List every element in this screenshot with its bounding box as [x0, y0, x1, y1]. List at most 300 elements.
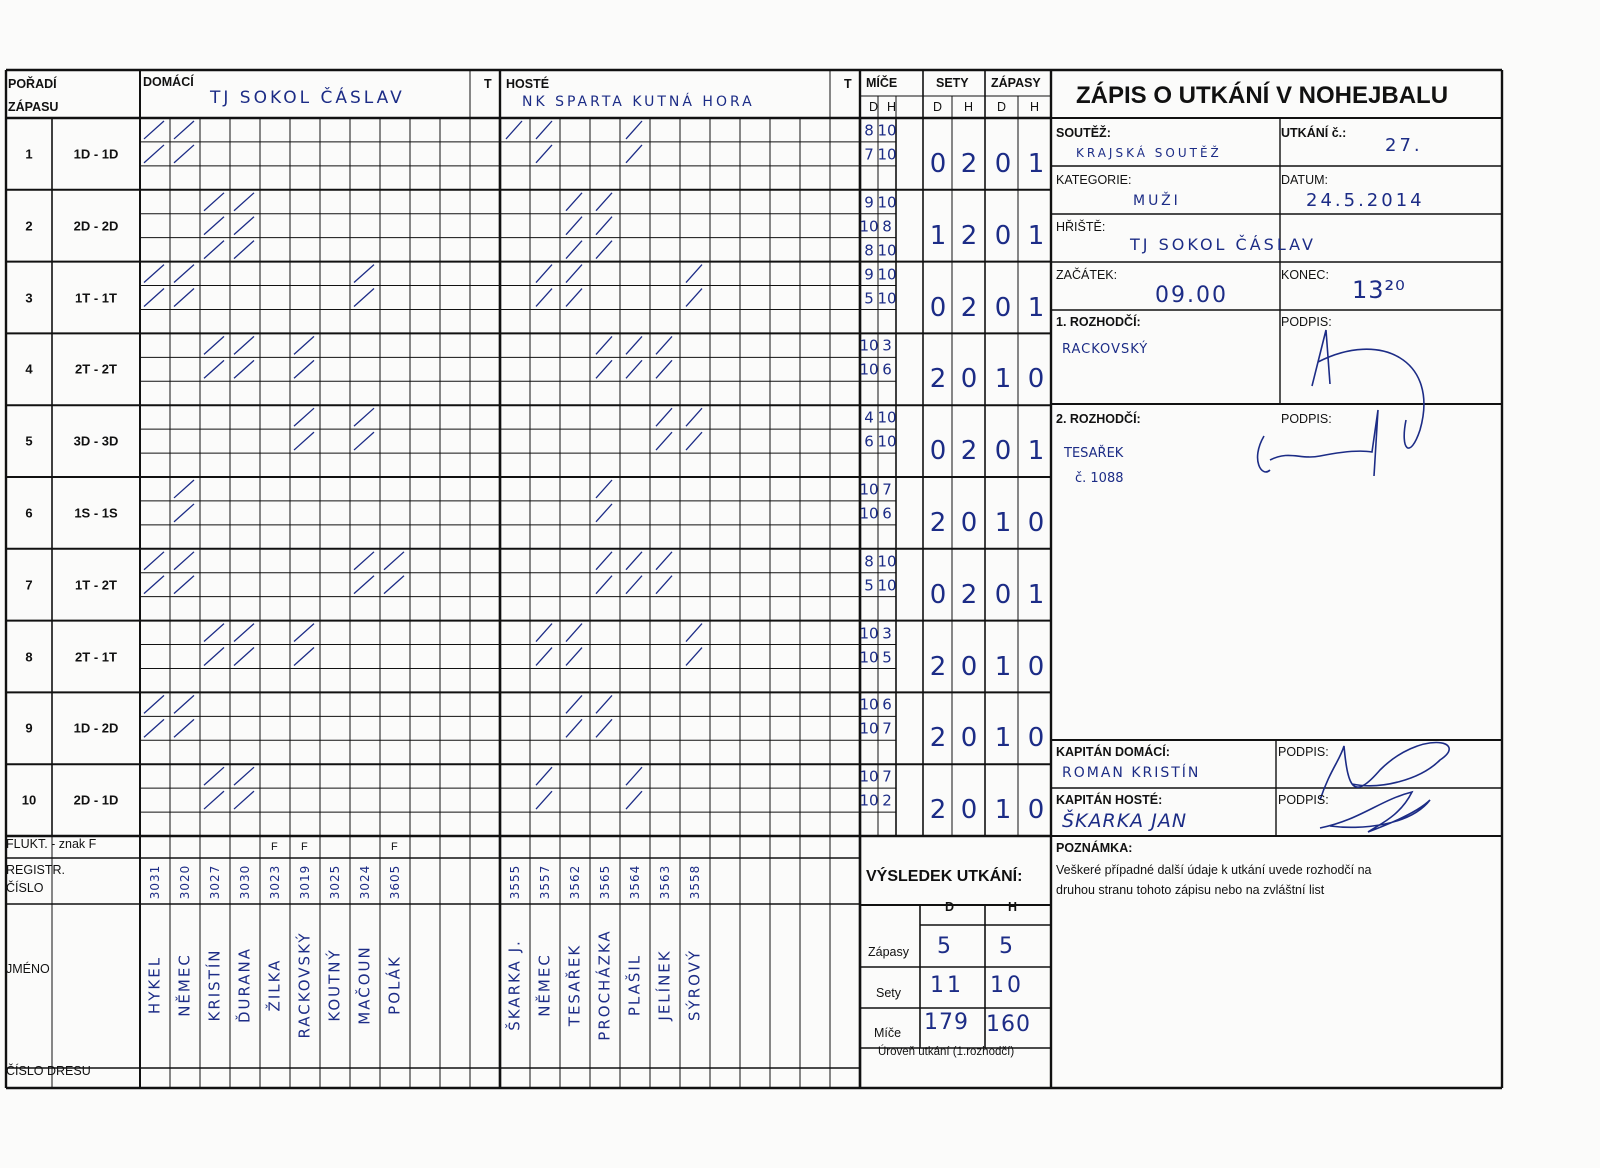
sety-home: 2: [929, 651, 947, 682]
home-player-name: HYKEL: [145, 955, 164, 1015]
zapasy-home: 0: [994, 220, 1012, 251]
away-tick-mark: [656, 408, 672, 426]
away-tick-mark: [566, 241, 582, 259]
zapasy-home: 1: [994, 795, 1012, 826]
mice-home-score: 5: [864, 576, 874, 595]
away-tick-mark: [536, 121, 552, 139]
away-tick-mark: [626, 767, 642, 785]
dh-header-d: D: [997, 100, 1007, 114]
home-tick-mark: [234, 624, 254, 642]
sety-away: 2: [960, 220, 978, 251]
away-tick-mark: [596, 193, 612, 211]
match-number: 7: [25, 577, 33, 593]
zapasy-away: 1: [1027, 220, 1045, 251]
match-number: 9: [25, 720, 33, 736]
home-tick-mark: [234, 336, 254, 354]
vysledek-mice-label: Míče: [874, 1026, 902, 1040]
sety-away: 2: [960, 148, 978, 179]
sety-away: 2: [960, 292, 978, 323]
uroven-label: Úroveň utkání (1.rozhodčí): [878, 1046, 1015, 1058]
away-player-reg: 3558: [688, 864, 702, 900]
away-tick-mark: [536, 265, 552, 283]
home-player-reg: 3030: [238, 864, 252, 900]
sety-home: 0: [929, 436, 947, 467]
home-tick-mark: [204, 360, 224, 378]
away-tick-mark: [566, 719, 582, 737]
jmeno-label: JMÉNO: [6, 962, 50, 976]
home-tick-mark: [144, 265, 164, 283]
mice-away-score: 10: [877, 289, 897, 307]
mice-home-score: 4: [864, 408, 874, 427]
match-number: 10: [21, 792, 37, 808]
home-player-name: ŽILKA: [265, 958, 284, 1012]
away-tick-mark: [566, 648, 582, 666]
home-captain-signature: [1320, 743, 1449, 801]
mice-away-score: 10: [877, 241, 897, 260]
mice-home-score: 10: [859, 504, 879, 523]
hoste-label: HOSTÉ: [506, 77, 550, 91]
sety-away: 0: [960, 507, 978, 538]
domaci-label: DOMÁCÍ: [143, 75, 194, 89]
away-player-reg: 3564: [628, 864, 642, 900]
match-pairing: 1S - 1S: [74, 505, 118, 521]
away-tick-mark: [656, 552, 672, 570]
away-tick-mark: [596, 552, 612, 570]
zapasy-away: 1: [1027, 436, 1045, 467]
kapitan-domaci-value: ROMAN KRISTÍN: [1062, 765, 1201, 781]
home-player-reg: 3605: [388, 864, 402, 900]
away-tick-mark: [626, 576, 642, 594]
home-player-reg: 3031: [148, 864, 162, 900]
sety-away: 0: [960, 651, 978, 682]
kategorie-label: KATEGORIE:: [1056, 173, 1132, 187]
home-tick-mark: [354, 432, 374, 450]
sety-away: 0: [960, 723, 978, 754]
sety-away: 0: [960, 364, 978, 395]
vysledek-sety-h: 10: [990, 973, 1024, 998]
zapasy-away: 1: [1027, 579, 1045, 610]
rozhodci1-label: 1. ROZHODČÍ:: [1056, 315, 1141, 329]
mice-home-score: 10: [859, 719, 879, 738]
away-player-reg: 3565: [598, 864, 612, 900]
home-player-name: MAČOUN: [355, 945, 374, 1025]
soutez-value: KRAJSKÁ SOUTĚŽ: [1076, 146, 1222, 160]
home-tick-mark: [294, 408, 314, 426]
home-tick-mark: [174, 695, 194, 713]
home-player-reg: 3027: [208, 864, 222, 900]
match-number: 3: [25, 290, 33, 305]
mice-home-score: 9: [864, 193, 874, 212]
home-tick-mark: [174, 480, 194, 498]
zapasy-away: 0: [1027, 795, 1045, 826]
away-tick-mark: [626, 336, 642, 354]
match-number: 2: [25, 218, 33, 234]
vysledek-mice-d: 179: [924, 1010, 969, 1035]
mice-home-score: 10: [859, 767, 879, 786]
home-tick-mark: [384, 552, 404, 570]
away-tick-mark: [626, 360, 642, 378]
mice-away-score: 10: [877, 265, 897, 284]
mice-away-score: 3: [882, 624, 892, 643]
cislo-label: ČÍSLO: [6, 881, 44, 895]
poznamka-label: POZNÁMKA:: [1056, 841, 1133, 855]
mice-away-score: 5: [882, 648, 892, 666]
zapasy-home: 0: [994, 436, 1012, 467]
away-player-name: NĚMEC: [535, 953, 554, 1017]
home-tick-mark: [144, 576, 164, 594]
away-tick-mark: [566, 193, 582, 211]
home-player-name: KRISTÍN: [205, 948, 224, 1022]
away-tick-mark: [596, 241, 612, 259]
home-tick-mark: [144, 121, 164, 139]
match-number: 5: [25, 433, 33, 449]
away-captain-signature: [1320, 792, 1430, 832]
home-player-reg: 3020: [178, 864, 192, 900]
away-player-name: JELÍNEK: [655, 949, 674, 1021]
rozhodci2-value: TESAŘEK: [1064, 446, 1124, 461]
mice-away-score: 8: [882, 217, 892, 236]
mice-home-score: 6: [864, 432, 874, 451]
mice-away-score: 10: [877, 408, 897, 427]
home-tick-mark: [294, 336, 314, 354]
home-tick-mark: [174, 576, 194, 594]
match-pairing: 1T - 1T: [75, 290, 117, 305]
form-title: ZÁPIS O UTKÁNÍ V NOHEJBALU: [1076, 82, 1449, 109]
utkani-label: UTKÁNÍ č.:: [1281, 126, 1347, 140]
away-tick-mark: [656, 336, 672, 354]
zapasu-label: ZÁPASU: [8, 100, 59, 114]
home-player-reg: 3019: [298, 864, 312, 900]
away-tick-mark: [596, 217, 612, 235]
kategorie-value: MUŽI: [1133, 193, 1181, 209]
home-tick-mark: [204, 217, 224, 235]
mice-away-score: 6: [882, 695, 892, 714]
away-tick-mark: [686, 289, 702, 307]
away-tick-mark: [626, 791, 642, 809]
away-player-name: TESAŘEK: [565, 943, 584, 1027]
match-pairing: 2T - 1T: [75, 649, 117, 664]
zapasy-away: 0: [1027, 651, 1045, 682]
vysledek-sety-d: 11: [930, 973, 964, 998]
zapasy-away: 0: [1027, 507, 1045, 538]
away-tick-mark: [596, 360, 612, 378]
mice-away-score: 10: [877, 432, 897, 451]
hriste-label: HŘIŠTĚ:: [1056, 220, 1106, 234]
mice-away-score: 6: [882, 504, 892, 523]
dh-header-d: D: [933, 100, 943, 114]
home-tick-mark: [204, 648, 224, 666]
away-tick-mark: [506, 121, 522, 139]
match-number: 8: [25, 649, 33, 664]
soutez-label: SOUTĚŽ:: [1056, 126, 1111, 140]
away-tick-mark: [536, 767, 552, 785]
t-label-home: T: [484, 77, 492, 91]
away-tick-mark: [686, 408, 702, 426]
mice-home-score: 10: [859, 648, 879, 666]
podpis1-label: PODPIS:: [1281, 315, 1332, 329]
mice-away-score: 2: [882, 791, 892, 810]
match-pairing: 2D - 2D: [73, 218, 119, 234]
home-player-name: RACKOVSKÝ: [295, 931, 314, 1039]
poradi-label: POŘADÍ: [8, 77, 57, 91]
home-tick-mark: [234, 767, 254, 785]
match-pairing: 1D - 2D: [73, 720, 119, 736]
away-player-reg: 3563: [658, 864, 672, 900]
vysledek-zapasy-h: 5: [999, 934, 1016, 959]
away-tick-mark: [536, 624, 552, 642]
vysledek-sety-label: Sety: [876, 986, 902, 1000]
konec-value: 13²⁰: [1352, 276, 1406, 304]
zacatek-label: ZAČÁTEK:: [1056, 268, 1118, 282]
mice-home-score: 10: [859, 217, 879, 236]
sety-home: 1: [929, 220, 947, 251]
mice-away-score: 7: [882, 719, 892, 738]
home-tick-mark: [174, 265, 194, 283]
zapasy-label: ZÁPASY: [991, 76, 1041, 90]
dh-header-h: H: [1030, 100, 1040, 114]
mice-away-score: 7: [882, 767, 892, 786]
home-tick-mark: [204, 624, 224, 642]
zapasy-home: 1: [994, 723, 1012, 754]
mice-home-score: 9: [864, 265, 874, 284]
vysledek-zapasy-d: 5: [937, 934, 954, 959]
podpis4-label: PODPIS:: [1278, 793, 1329, 807]
utkani-value: 27.: [1385, 135, 1423, 156]
mice-label: MÍČE: [866, 76, 898, 90]
match-pairing: 2T - 2T: [75, 361, 117, 377]
rozhodci2-label: 2. ROZHODČÍ:: [1056, 412, 1141, 426]
home-tick-mark: [144, 695, 164, 713]
home-tick-mark: [174, 552, 194, 570]
home-tick-mark: [144, 145, 164, 163]
vysledek-mice-h: 160: [986, 1012, 1031, 1037]
away-player-reg: 3562: [568, 864, 582, 900]
away-tick-mark: [566, 695, 582, 713]
flukt-label: FLUKT. - znak F: [6, 837, 97, 851]
mice-home-score: 8: [864, 121, 874, 140]
mice-home-score: 10: [859, 336, 879, 355]
away-tick-mark: [536, 791, 552, 809]
away-tick-mark: [566, 624, 582, 642]
away-tick-mark: [596, 480, 612, 498]
home-tick-mark: [354, 265, 374, 283]
home-tick-mark: [234, 241, 254, 259]
home-tick-mark: [294, 360, 314, 378]
mice-away-score: 10: [877, 576, 897, 595]
away-tick-mark: [626, 121, 642, 139]
sety-away: 2: [960, 436, 978, 467]
match-number: 1: [25, 146, 33, 162]
sety-home: 2: [929, 364, 947, 395]
zacatek-value: 09.00: [1155, 283, 1228, 308]
away-team-name: NK SPARTA KUTNÁ HORA: [522, 94, 755, 110]
away-player-name: ŠKARKA J.: [505, 939, 524, 1031]
match-pairing: 2D - 1D: [73, 792, 119, 808]
home-tick-mark: [174, 719, 194, 737]
match-number: 4: [25, 361, 33, 377]
home-tick-mark: [354, 576, 374, 594]
dh-header-h: H: [964, 100, 974, 114]
mice-home-score: 10: [859, 360, 879, 379]
away-tick-mark: [626, 145, 642, 163]
home-tick-mark: [354, 408, 374, 426]
zapasy-away: 1: [1027, 292, 1045, 323]
kapitan-hoste-label: KAPITÁN HOSTÉ:: [1056, 793, 1163, 807]
kapitan-domaci-label: KAPITÁN DOMÁCÍ:: [1056, 745, 1170, 759]
home-tick-mark: [144, 719, 164, 737]
home-tick-mark: [204, 767, 224, 785]
away-tick-mark: [656, 360, 672, 378]
zapasy-home: 1: [994, 651, 1012, 682]
mice-home-score: 8: [864, 241, 874, 260]
zapasy-home: 1: [994, 364, 1012, 395]
vysledek-zapasy-label: Zápasy: [868, 945, 909, 959]
mice-home-score: 8: [864, 552, 874, 571]
rozhodci1-value: RACKOVSKÝ: [1062, 342, 1149, 357]
away-tick-mark: [656, 576, 672, 594]
zapasy-away: 0: [1027, 364, 1045, 395]
home-player-reg: 3023: [268, 864, 282, 900]
away-tick-mark: [536, 648, 552, 666]
away-tick-mark: [686, 432, 702, 450]
flukt-mark: F: [271, 841, 278, 853]
mice-away-score: 3: [882, 336, 892, 355]
zapasy-home: 0: [994, 292, 1012, 323]
podpis2-label: PODPIS:: [1281, 412, 1332, 426]
home-player-name: POLÁK: [385, 955, 404, 1015]
sety-home: 2: [929, 723, 947, 754]
home-tick-mark: [204, 193, 224, 211]
home-tick-mark: [204, 241, 224, 259]
home-player-name: NĚMEC: [175, 953, 194, 1017]
home-tick-mark: [294, 432, 314, 450]
mice-home-score: 7: [864, 145, 874, 164]
match-number: 6: [25, 505, 33, 521]
flukt-mark: F: [391, 841, 398, 853]
away-tick-mark: [686, 265, 702, 283]
cislo-dresu-label: ČÍSLO DRESU: [6, 1064, 91, 1078]
vysledek-label: VÝSLEDEK UTKÁNÍ:: [866, 868, 1023, 885]
away-tick-mark: [536, 145, 552, 163]
away-tick-mark: [626, 552, 642, 570]
mice-away-score: 10: [877, 193, 897, 212]
mice-away-score: 6: [882, 360, 892, 379]
home-tick-mark: [174, 121, 194, 139]
sety-away: 2: [960, 579, 978, 610]
away-tick-mark: [596, 504, 612, 522]
away-player-name: PLAŠIL: [625, 953, 644, 1017]
zapasy-home: 0: [994, 579, 1012, 610]
home-tick-mark: [234, 791, 254, 809]
away-tick-mark: [566, 289, 582, 307]
mice-home-score: 5: [864, 289, 874, 307]
away-tick-mark: [596, 695, 612, 713]
sety-away: 0: [960, 795, 978, 826]
zapasy-home: 0: [994, 148, 1012, 179]
registr-label: REGISTR.: [6, 863, 66, 877]
flukt-mark: F: [301, 841, 308, 853]
datum-label: DATUM:: [1281, 173, 1328, 187]
away-player-reg: 3555: [508, 864, 522, 900]
mice-away-score: 10: [877, 121, 897, 140]
home-tick-mark: [174, 289, 194, 307]
sety-home: 0: [929, 148, 947, 179]
home-tick-mark: [204, 336, 224, 354]
away-tick-mark: [686, 648, 702, 666]
konec-label: KONEC:: [1281, 268, 1329, 282]
zapasy-away: 0: [1027, 723, 1045, 754]
mice-home-score: 10: [859, 695, 879, 714]
away-tick-mark: [566, 265, 582, 283]
away-player-reg: 3557: [538, 864, 552, 900]
sety-home: 2: [929, 507, 947, 538]
home-player-reg: 3024: [358, 864, 372, 900]
home-team-name: TJ SOKOL ČÁSLAV: [210, 88, 405, 108]
match-pairing: 3D - 3D: [73, 433, 119, 449]
rozhodci2-no: č. 1088: [1075, 471, 1124, 486]
away-tick-mark: [596, 576, 612, 594]
away-tick-mark: [566, 217, 582, 235]
home-tick-mark: [144, 552, 164, 570]
mice-away-score: 7: [882, 480, 892, 499]
vysledek-d-header: D: [945, 900, 955, 914]
home-tick-mark: [354, 289, 374, 307]
home-tick-mark: [204, 791, 224, 809]
away-player-name: PROCHÁZKA: [595, 929, 614, 1041]
poznamka-text-1: Veškeré případné další údaje k utkání uvede rozhodčí na: [1056, 863, 1372, 877]
away-player-name: SÝROVÝ: [685, 948, 704, 1022]
home-tick-mark: [174, 504, 194, 522]
datum-value: 24.5.2014: [1306, 190, 1425, 211]
home-tick-mark: [354, 552, 374, 570]
home-player-reg: 3025: [328, 864, 342, 900]
home-tick-mark: [234, 360, 254, 378]
mice-away-score: 10: [877, 145, 897, 164]
mice-home-score: 10: [859, 480, 879, 499]
home-player-name: ĎURANA: [235, 946, 254, 1024]
sety-label: SETY: [936, 76, 969, 90]
mice-away-score: 10: [877, 552, 897, 571]
home-tick-mark: [144, 289, 164, 307]
away-tick-mark: [536, 289, 552, 307]
home-tick-mark: [234, 648, 254, 666]
home-player-name: KOUTNÝ: [325, 948, 344, 1022]
home-tick-mark: [234, 193, 254, 211]
match-pairing: 1D - 1D: [73, 146, 119, 162]
vysledek-h-header: H: [1008, 900, 1018, 914]
home-tick-mark: [294, 624, 314, 642]
t-label-away: T: [844, 77, 852, 91]
away-tick-mark: [596, 719, 612, 737]
match-pairing: 1T - 2T: [75, 577, 117, 593]
home-tick-mark: [384, 576, 404, 594]
podpis3-label: PODPIS:: [1278, 745, 1329, 759]
sety-home: 2: [929, 795, 947, 826]
dh-header-h: H: [887, 100, 897, 114]
sety-home: 0: [929, 579, 947, 610]
dh-header-d: D: [869, 100, 879, 114]
away-tick-mark: [656, 432, 672, 450]
home-tick-mark: [234, 217, 254, 235]
home-tick-mark: [174, 145, 194, 163]
kapitan-hoste-value: ŠKARKA JAN: [1062, 810, 1188, 832]
referee1-signature: [1312, 330, 1424, 448]
zapasy-away: 1: [1027, 148, 1045, 179]
mice-home-score: 10: [859, 624, 879, 643]
sety-home: 0: [929, 292, 947, 323]
zapasy-home: 1: [994, 507, 1012, 538]
hriste-value: TJ SOKOL ČÁSLAV: [1130, 235, 1316, 254]
